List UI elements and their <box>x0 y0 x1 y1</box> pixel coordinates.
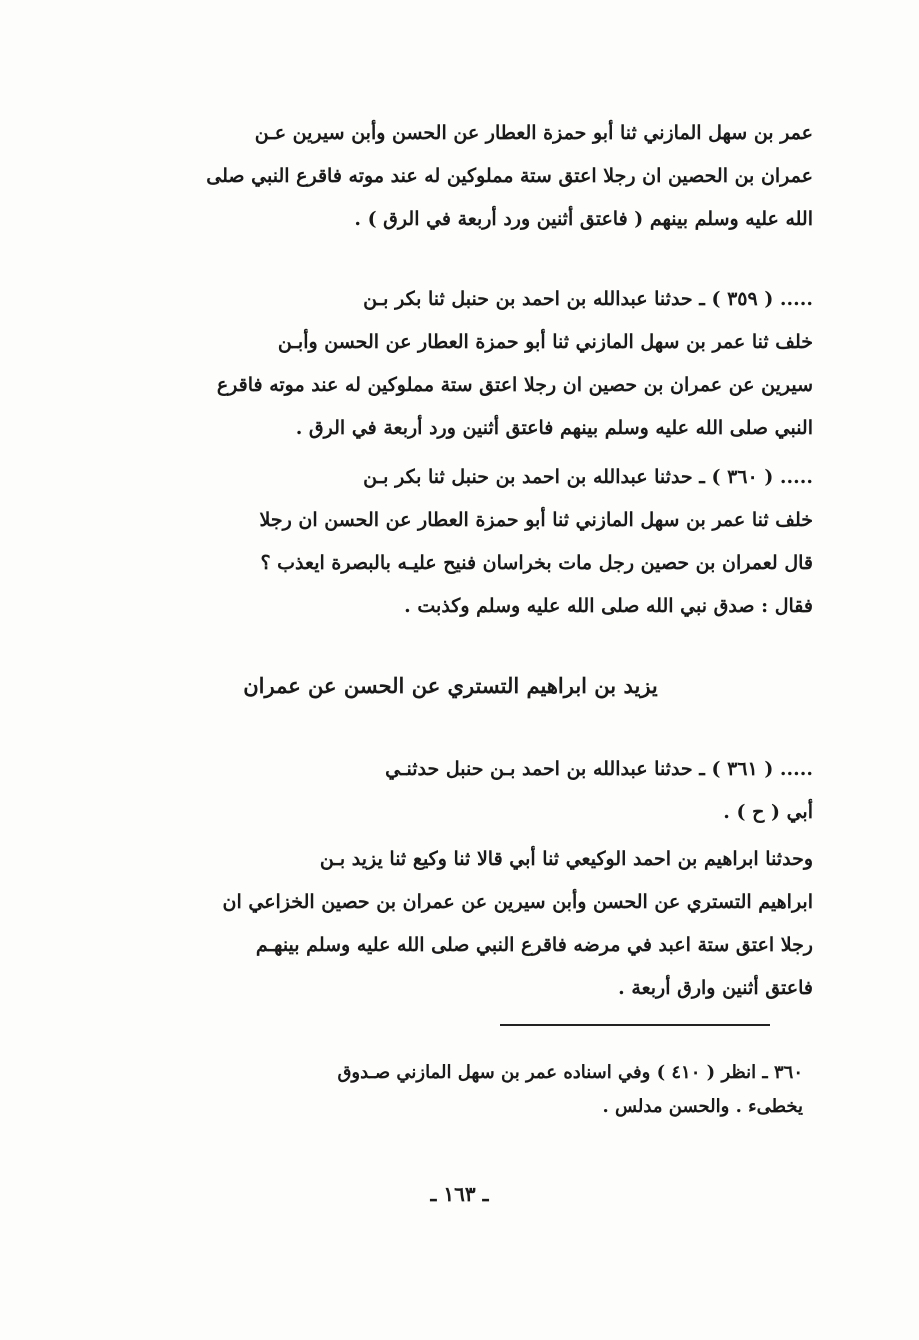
hadith-361 <box>88 748 813 834</box>
section-heading: يزيد بن ابراهيم التستري عن الحسن عن عمران <box>243 673 658 698</box>
footnote-divider <box>500 1024 770 1026</box>
hadith-361-continued <box>88 838 813 1010</box>
hadith-359 <box>88 278 813 450</box>
text-line: قال لعمران بن حصين رجل مات بخراسان فنيح عليـه بالبصرة ايعذب ؟ <box>260 552 813 574</box>
text-line: فقال : صدق نبي الله صلى الله عليه وسلم وكذبت . <box>404 595 813 617</box>
text-line: وحدثنا ابراهيم بن احمد الوكيعي ثنا أبي قالا ثنا وكيع ثنا يزيد بـن <box>319 848 813 870</box>
hadith-360 <box>88 456 813 628</box>
text-line: خلف ثنا عمر بن سهل المازني ثنا أبو حمزة العطار عن الحسن وأبـن <box>277 331 813 353</box>
footnote-line: يخطىء . والحسن مدلس . <box>602 1096 803 1117</box>
text-line: ..... ( ٣٥٩ ) ـ حدثنا عبدالله بن احمد بن حنبل ثنا بكر بـن <box>363 288 813 310</box>
page-number: ـ ١٦٣ ـ <box>430 1182 489 1206</box>
text-line: ..... ( ٣٦٠ ) ـ حدثنا عبدالله بن احمد بن حنبل ثنا بكر بـن <box>363 466 813 488</box>
text-line: الله عليه وسلم بينهم ( فاعتق أثنين ورد أربعة في الرق ) . <box>354 208 813 230</box>
text-line: رجلا اعتق ستة اعبد في مرضه فاقرع النبي صلى الله عليه وسلم بينهـم <box>255 934 813 956</box>
text-line: خلف ثنا عمر بن سهل المازني ثنا أبو حمزة العطار عن الحسن ان رجلا <box>259 509 813 531</box>
text-line: أبي ( ح ) . <box>723 801 813 823</box>
text-line: النبي صلى الله عليه وسلم بينهم فاعتق أثنين ورد أربعة في الرق . <box>295 417 813 439</box>
text-line: ..... ( ٣٦١ ) ـ حدثنا عبدالله بن احمد بـن حنبل حدثنـي <box>385 758 813 780</box>
text-line: فاعتق أثنين وارق أربعة . <box>618 977 813 999</box>
text-line: سيرين عن عمران بن حصين ان رجلا اعتق ستة مملوكين له عند موته فاقرع <box>216 374 813 396</box>
text-line: عمر بن سهل المازني ثنا أبو حمزة العطار عن الحسن وأبن سيرين عـن <box>254 122 813 144</box>
text-line: ابراهيم التستري عن الحسن وأبن سيرين عن عمران بن حصين الخزاعي ان <box>222 891 813 913</box>
footnote-line: ٣٦٠ ـ انظر ( ٤١٠ ) وفي اسناده عمر بن سهل المازني صـدوق <box>337 1062 803 1083</box>
paragraph-continuation <box>88 112 813 241</box>
text-line: عمران بن الحصين ان رجلا اعتق ستة مملوكين له عند موته فاقرع النبي صلى <box>206 165 813 187</box>
footnote <box>98 1056 803 1124</box>
